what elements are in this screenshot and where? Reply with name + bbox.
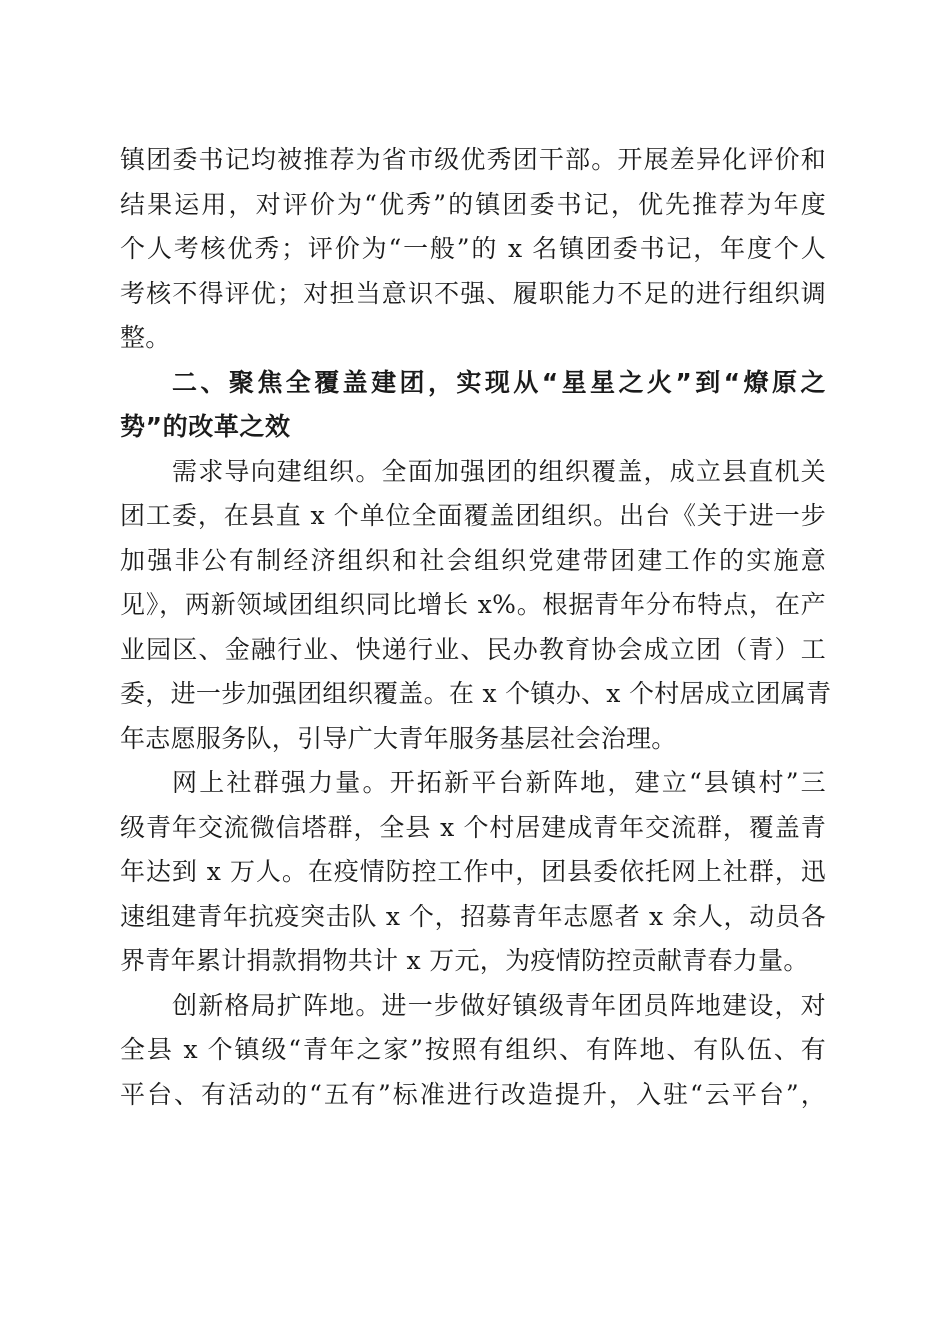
text-line: 需求导向建组织。全面加强团的组织覆盖，成立县直机关 <box>172 456 826 486</box>
text-line: 镇团委书记均被推荐为省市级优秀团干部。开展差异化评价和 <box>120 145 826 174</box>
text-line: 个人考核优秀；评价为“一般”的 x 名镇团委书记，年度个人 <box>120 234 826 263</box>
heading-line: 势”的改革之效 <box>120 412 291 441</box>
paragraph-organization <box>120 450 832 762</box>
document-body <box>120 138 832 1117</box>
text-line: 平台、有活动的“五有”标准进行改造提升，入驻“云平台”， <box>120 1079 826 1109</box>
text-line: 委，进一步加强团组织覆盖。在 x 个镇办、x 个村居成立团属青 <box>120 679 832 708</box>
paragraph-youth-home <box>120 984 826 1118</box>
text-line: 创新格局扩阵地。进一步做好镇级青年团员阵地建设，对 <box>172 990 826 1020</box>
text-line: 整。 <box>120 323 171 352</box>
text-line: 考核不得评优；对担当意识不强、履职能力不足的进行组织调 <box>120 278 826 308</box>
paragraph-evaluation <box>120 138 826 361</box>
text-line: 速组建青年抗疫突击队 x 个，招募青年志愿者 x 余人，动员各 <box>120 901 826 931</box>
text-line: 年达到 x 万人。在疫情防控工作中，团县委依托网上社群，迅 <box>120 857 826 886</box>
text-line: 团工委，在县直 x 个单位全面覆盖团组织。出台《关于进一步 <box>120 501 826 530</box>
text-line: 业园区、金融行业、快递行业、民办教育协会成立团（青）工 <box>120 634 826 664</box>
text-line: 界青年累计捐款捐物共计 x 万元，为疫情防控贡献青春力量。 <box>120 946 809 975</box>
paragraph-online-community <box>120 761 826 984</box>
text-line: 级青年交流微信塔群，全县 x 个村居建成青年交流群，覆盖青 <box>120 812 826 842</box>
text-line: 加强非公有制经济组织和社会组织党建带团建工作的实施意 <box>120 545 826 575</box>
section-heading <box>120 361 826 450</box>
text-line: 网上社群强力量。开拓新平台新阵地，建立“县镇村”三 <box>172 768 826 797</box>
text-line: 全县 x 个镇级“青年之家”按照有组织、有阵地、有队伍、有 <box>120 1035 826 1064</box>
text-line: 见》，两新领域团组织同比增长 x%。根据青年分布特点，在产 <box>120 590 826 619</box>
heading-line: 二、聚焦全覆盖建团，实现从“星星之火”到“燎原之 <box>172 367 826 397</box>
text-line: 结果运用，对评价为“优秀”的镇团委书记，优先推荐为年度 <box>120 189 826 219</box>
text-line: 年志愿服务队，引导广大青年服务基层社会治理。 <box>120 723 677 753</box>
